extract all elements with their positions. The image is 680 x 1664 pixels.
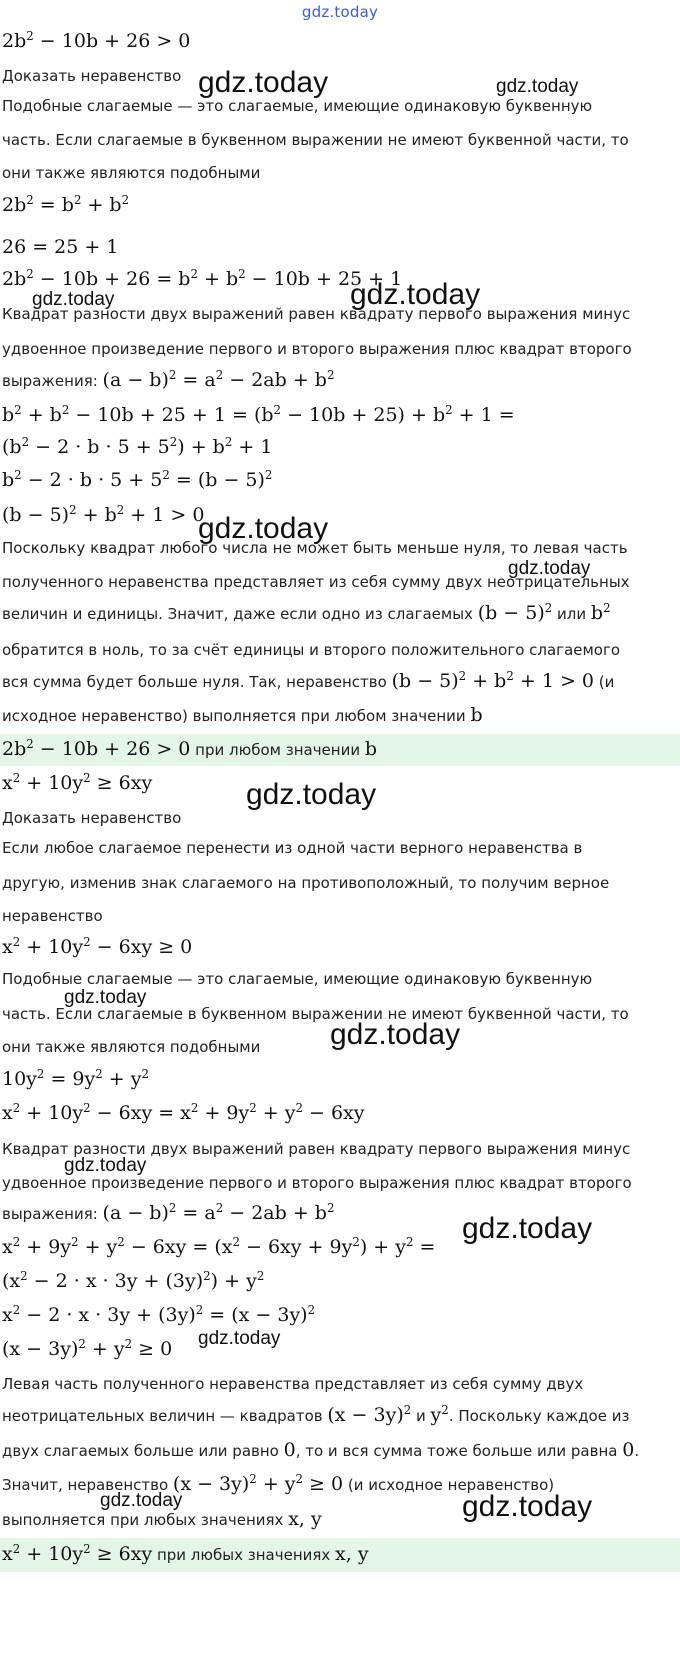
p1-step-group: $b^2 + b^2 - 10b + 25 + 1 = (b^2 - 10b + 25) + b^2 + 1$ = xyxy=(2,402,515,426)
watermark: gdz.today xyxy=(64,1155,147,1176)
p2-step-split: $10y^2 = 9y^2 + y^2$ xyxy=(2,1066,149,1090)
p2-step-group-2: $(x^2 - 2 \cdot x \cdot 3y + (3y)^2) + y^2$ xyxy=(2,1268,265,1292)
p1-task-label: Доказать неравенство xyxy=(2,67,182,85)
p2-formula-line-1: Квадрат разности двух выражений равен квадрату первого выражения минус xyxy=(2,1140,631,1158)
watermark: gdz.today xyxy=(198,66,329,99)
p1-formula-line-2: удвоенное произведение первого и второго выражения плюс квадрат второго xyxy=(2,340,632,358)
p2-reason-line-2: неотрицательных величин — квадратов $(x - 3y)^2$ и $y^2$. Поскольку каждое из xyxy=(2,1402,630,1426)
p1-formula-line-1: Квадрат разности двух выражений равен квадрату первого выражения минус xyxy=(2,305,631,323)
p1-step-result: $(b - 5)^2 + b^2 + 1 > 0$ xyxy=(2,502,205,526)
watermark: gdz.today xyxy=(330,1018,461,1051)
p1-reason-line-1: Поскольку квадрат любого числа не может быть меньше нуля, то левая часть xyxy=(2,539,628,557)
p2-reason-line-3: двух слагаемых больше или равно 0, то и вся сумма тоже больше или равна 0. xyxy=(2,1439,640,1461)
site-link[interactable]: gdz.today xyxy=(301,3,379,21)
p1-reason-line-2: полученного неравенства представляет из себя сумму двух неотрицательных xyxy=(2,573,630,591)
p1-formula-line-3: выражения: $(a - b)^2 = a^2 - 2ab + b^2$ xyxy=(2,367,335,391)
p2-answer-box xyxy=(0,1538,680,1572)
p1-step-expand: $2b^2 - 10b + 26 = b^2 + b^2 - 10b + 25 + 1$ xyxy=(2,266,403,290)
p1-step-group-2: $(b^2 - 2 \cdot b \cdot 5 + 5^2) + b^2 + 1$ xyxy=(2,434,273,458)
watermark: gdz.today xyxy=(198,1328,281,1349)
p2-rule-line-3: неравенство xyxy=(2,907,103,925)
watermark: gdz.today xyxy=(462,1490,593,1523)
p2-answer: $x^2 + 10y^2 \ge 6xy$ при любых значениях x, y xyxy=(2,1541,369,1565)
p2-inequality: $x^2 + 10y^2 \ge 6xy$ xyxy=(2,770,153,794)
p2-step-group: $x^2 + 9y^2 + y^2 - 6xy = (x^2 - 6xy + 9y^2) + y^2$ = xyxy=(2,1234,436,1258)
p1-answer-box xyxy=(0,734,680,766)
p2-reason-line-5: выполняется при любых значениях x, y xyxy=(2,1508,322,1530)
watermark: gdz.today xyxy=(64,987,147,1008)
p2-rule-line-1: Если любое слагаемое перенести из одной части верного неравенства в xyxy=(2,839,583,857)
watermark: gdz.today xyxy=(350,278,481,311)
p1-reason-line-4: обратится в ноль, то за счёт единицы и второго положительного слагаемого xyxy=(2,641,621,659)
p1-reason-line-5: вся сумма будет больше нуля. Так, неравенство $(b - 5)^2 + b^2 + 1 > 0$ (и xyxy=(2,668,615,692)
p2-step-expand: $x^2 + 10y^2 - 6xy = x^2 + 9y^2 + y^2 - 6xy$ xyxy=(2,1100,365,1124)
watermark: gdz.today xyxy=(198,512,329,545)
p1-reason-line-3: величин и единицы. Значит, даже если одно из слагаемых $(b - 5)^2$ или $b^2$ xyxy=(2,600,611,624)
p2-reason-line-4: Значит, неравенство $(x - 3y)^2 + y^2 \ge 0$ (и исходное неравенство) xyxy=(2,1471,555,1495)
p2-step-move: $x^2 + 10y^2 - 6xy \ge 0$ xyxy=(2,934,193,958)
p2-similar-line-1: Подобные слагаемые — это слагаемые, имеющие одинаковую буквенную xyxy=(2,970,593,988)
p2-rule-line-2: другую, изменив знак слагаемого на противоположный, то получим верное xyxy=(2,874,610,892)
p1-answer: $2b^2 - 10b + 26 > 0$ при любом значении b xyxy=(2,736,378,760)
watermark: gdz.today xyxy=(100,1490,183,1511)
p2-step-result: $(x - 3y)^2 + y^2 \ge 0$ xyxy=(2,1336,173,1360)
p2-square-formula: $(a - b)^2 = a^2 - 2ab + b^2$ xyxy=(102,1200,335,1224)
watermark: gdz.today xyxy=(496,76,579,97)
p1-rule-line-2: часть. Если слагаемые в буквенном выражении не имеют буквенной части, то xyxy=(2,131,629,149)
p1-step-split-26: 26 = 25 + 1 xyxy=(2,236,119,258)
p1-step-square: $b^2 - 2 \cdot b \cdot 5 + 5^2 = (b - 5)^2$ xyxy=(2,467,273,491)
p1-square-formula: $(a - b)^2 = a^2 - 2ab + b^2$ xyxy=(102,367,335,391)
watermark: gdz.today xyxy=(246,778,377,811)
p2-similar-line-2: часть. Если слагаемые в буквенном выражении не имеют буквенной части, то xyxy=(2,1005,629,1023)
watermark: gdz.today xyxy=(462,1212,593,1245)
p2-formula-line-3: выражения: $(a - b)^2 = a^2 - 2ab + b^2$ xyxy=(2,1200,335,1224)
watermark: gdz.today xyxy=(32,289,115,310)
p2-step-square: $x^2 - 2 \cdot x \cdot 3y + (3y)^2 = (x - 3y)^2$ xyxy=(2,1302,316,1326)
p2-formula-line-2: удвоенное произведение первого и второго выражения плюс квадрат второго xyxy=(2,1174,632,1192)
p1-reason-line-6: исходное неравенство) выполняется при любом значении b xyxy=(2,704,483,726)
p2-similar-line-3: они также являются подобными xyxy=(2,1038,261,1056)
p1-rule-line-1: Подобные слагаемые — это слагаемые, имеющие одинаковую буквенную xyxy=(2,97,593,115)
watermark: gdz.today xyxy=(508,558,591,579)
p2-reason-line-1: Левая часть полученного неравенства представляет из себя сумму двух xyxy=(2,1375,584,1393)
p1-inequality: $2b^2 - 10b + 26 > 0$ xyxy=(2,28,191,52)
p1-step-split-2b2: $2b^2 = b^2 + b^2$ xyxy=(2,192,130,216)
p1-rule-line-3: они также являются подобными xyxy=(2,164,261,182)
p2-task-label: Доказать неравенство xyxy=(2,809,182,827)
